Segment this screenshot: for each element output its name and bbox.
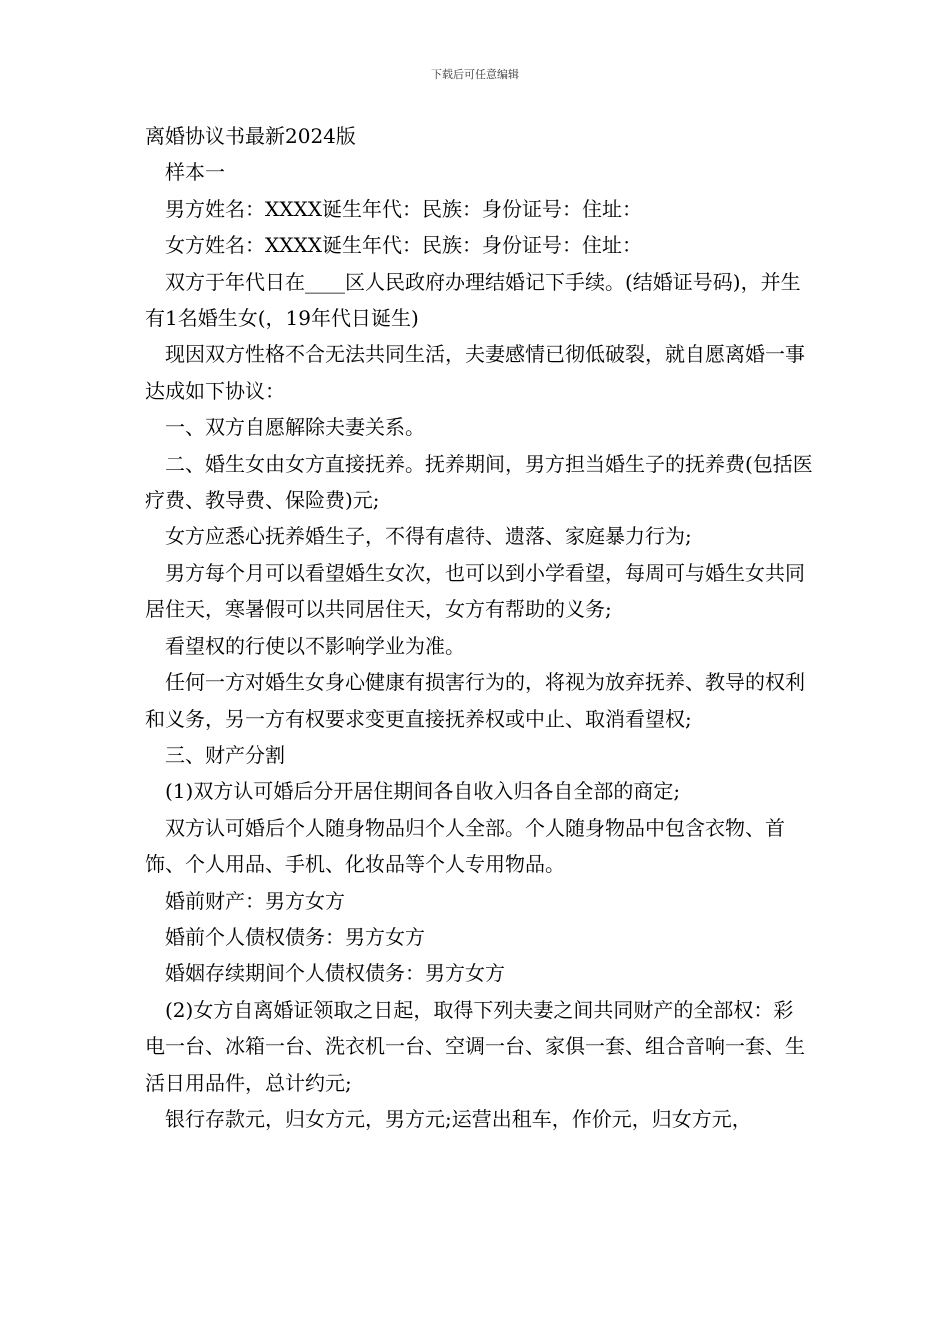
paragraph-premarital-property: 婚前财产：男方女方: [165, 888, 345, 913]
document-body: [145, 118, 813, 1137]
paragraph-male-info: 男方姓名：XXXX诞生年代：民族：身份证号：住址：: [165, 196, 642, 221]
paragraph-clause-3-heading: 三、财产分割: [165, 742, 285, 767]
header-note: 下载后可任意编辑: [431, 68, 519, 81]
paragraph-marriage-registration: 双方于年代日在____区人民政府办理结婚记下手续。(结婚证号码)，并生有1名婚生女(，19年代日诞生): [145, 269, 801, 331]
paragraph-reason: 现因双方性格不合无法共同生活，夫妻感情已彻低破裂，就自愿离婚一事达成如下协议：: [145, 342, 805, 403]
paragraph-premarital-debts: 婚前个人债权债务：男方女方: [165, 924, 425, 949]
paragraph-property-2: (2)女方自离婚证领取之日起，取得下列夫妻之间共同财产的全部权：彩电一台、冰箱一台、洗衣机一台、空调一台、家俱一套、组合音响一套、生活日用品件，总计约元;: [145, 997, 805, 1095]
document-title: 离婚协议书最新2024版: [145, 124, 356, 148]
paragraph-care-duty: 女方应悉心抚养婚生子，不得有虐待、遗落、家庭暴力行为;: [165, 524, 692, 549]
paragraph-marital-debts: 婚姻存续期间个人债权债务：男方女方: [165, 961, 505, 986]
paragraph-sample-label: 样本一: [165, 160, 225, 185]
paragraph-harm-clause: 任何一方对婚生女身心健康有损害行为的，将视为放弃抚养、教导的权利和义务，另一方有权要求变更直接抚养权或中止、取消看望权;: [145, 670, 805, 731]
paragraph-personal-items: 双方认可婚后个人随身物品归个人全部。个人随身物品中包含衣物、首饰、个人用品、手机、化妆品等个人专用物品。: [145, 815, 785, 877]
paragraph-visitation-limit: 看望权的行使以不影响学业为准。: [165, 633, 465, 658]
paragraph-bank-deposits: 银行存款元，归女方元，男方元;运营出租车，作价元，归女方元，: [165, 1106, 752, 1131]
paragraph-clause-1: 一、双方自愿解除夫妻关系。: [165, 415, 425, 440]
paragraph-property-1: (1)双方认可婚后分开居住期间各自收入归各自全部的商定;: [165, 779, 681, 804]
paragraph-female-info: 女方姓名：XXXX诞生年代：民族：身份证号：住址：: [165, 233, 642, 258]
paragraph-clause-2: 二、婚生女由女方直接抚养。抚养期间，男方担当婚生子的抚养费(包括医疗费、教导费、保险费)元;: [145, 451, 813, 513]
paragraph-visitation: 男方每个月可以看望婚生女次，也可以到小学看望，每周可与婚生女共同居住天，寒暑假可以共同居住天，女方有帮助的义务;: [145, 560, 805, 622]
